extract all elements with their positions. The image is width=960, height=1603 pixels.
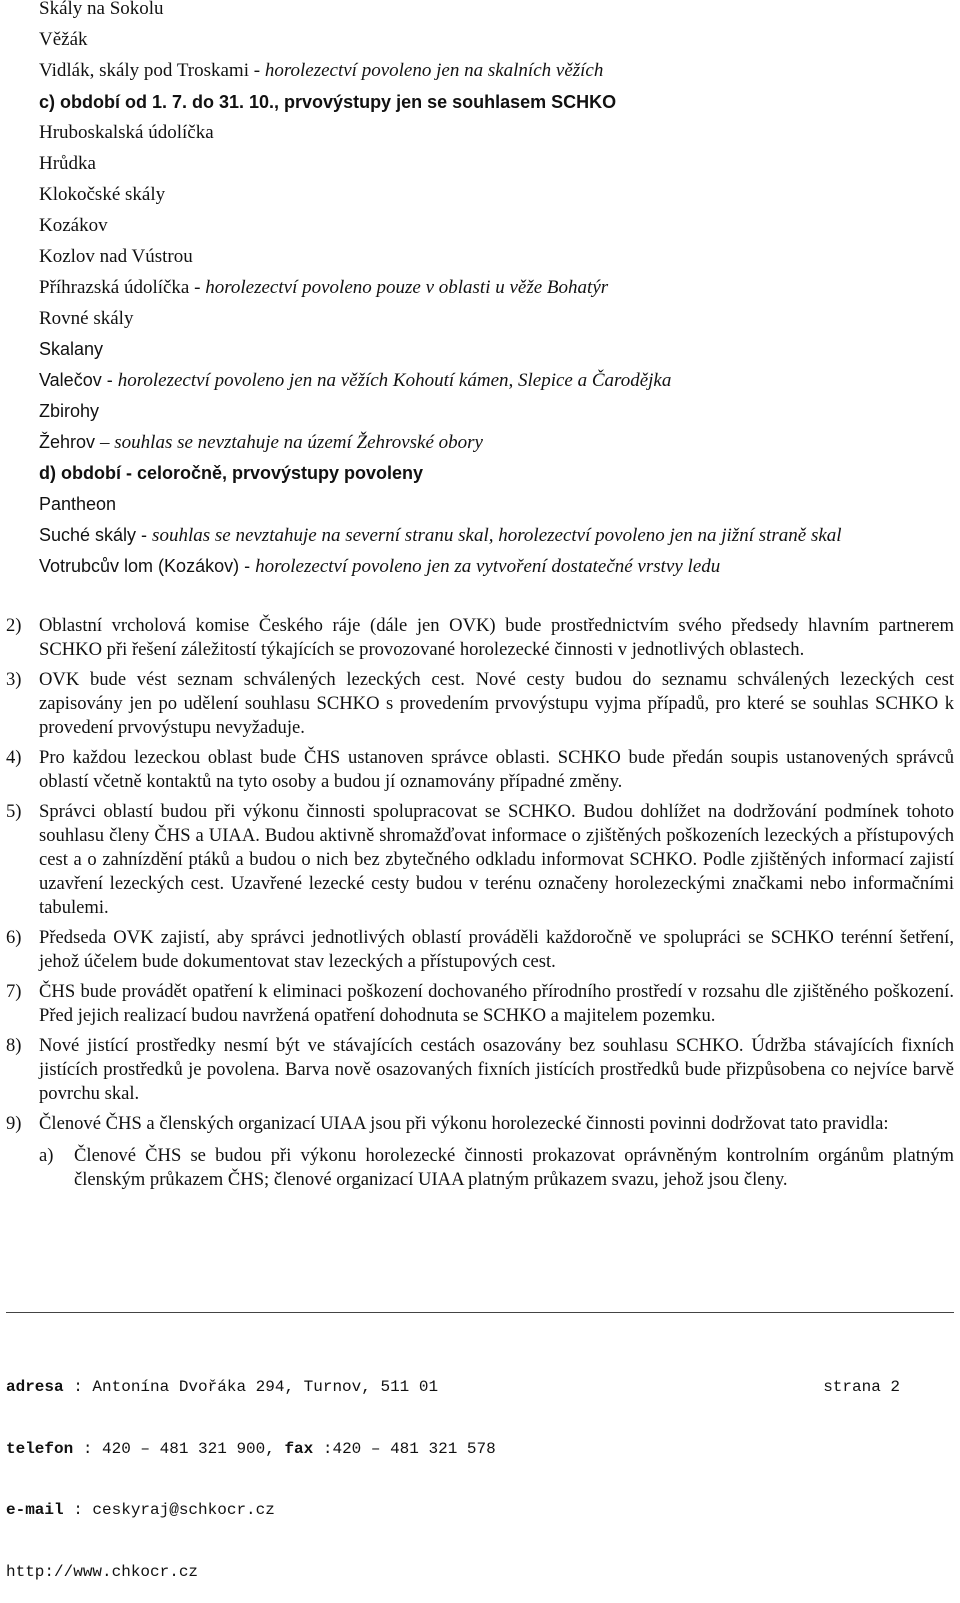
paragraph-text: OVK bude vést seznam schválených lezeckých cest. Nové cesty budou do seznamu schválených lezeckých cest zapisovány jen po udělení souhlasu SCHKO s provedením prvovýstupu vyjma případů, pro které se souhlas SCHKO k provedení prvovýstupu nevyžaduje. xyxy=(39,669,954,738)
list-item-name: Zbirohy xyxy=(39,401,100,421)
list-item-name: Skalany xyxy=(39,339,104,359)
footer-web-line xyxy=(6,1562,954,1583)
paragraph-number: 2) xyxy=(6,615,22,636)
list-item-note: souhlas se nevztahuje na severní stranu skal, horolezectví povoleno jen na jižní straně skal xyxy=(152,525,842,546)
paragraph-text: Správci oblastí budou při výkonu činnosti spolupracovat se SCHKO. Budou dohlížet na dodržování podmínek tohoto souhlasu členy ČHS a UIAA. Budou aktivně shromažďovat informace o zjištěných poškozeních lezeckých a přístupových cest a o zahnízdění ptáků a budou o nich bez zbytečného odkladu informovat SCHKO. Podle zjištěných informací zajistí uzavření lezeckých cest. Uzavřené lezecké cesty budou v terénu označeny horolezeckými značkami nebo informačními tabulemi. xyxy=(39,801,954,918)
list-item xyxy=(39,339,103,360)
numbered-paragraphs xyxy=(0,614,960,1192)
list-item-name: Votrubcův lom (Kozákov) - xyxy=(39,556,256,576)
list-item-name: Hrůdka xyxy=(39,153,96,174)
email-label: e-mail xyxy=(6,1501,64,1519)
footer-email-line xyxy=(6,1500,954,1521)
list-item-name: Skály na Sokolu xyxy=(39,0,164,19)
list-item xyxy=(39,277,608,299)
list-item xyxy=(39,0,164,20)
list-item-note: horolezectví povoleno jen na věžích Kohoutí kámen, Slepice a Čarodějka xyxy=(117,370,672,391)
paragraph-number: 7) xyxy=(6,981,22,1002)
list-item xyxy=(39,153,96,175)
list-item xyxy=(39,494,116,515)
paragraph-9 xyxy=(0,1112,960,1136)
page-number: strana 2 xyxy=(823,1378,900,1396)
subparagraph-a xyxy=(0,1144,960,1192)
list-item-note: – souhlas se nevztahuje na území Žehrovské obory xyxy=(100,432,483,453)
paragraph-text: Předseda OVK zajistí, aby správci jednotlivých oblastí prováděli každoročně ve spolupráci se SCHKO terénní šetření, jehož účelem bude dokumentovat stav lezeckých a přístupových cest. xyxy=(39,927,954,972)
footer-address-line xyxy=(6,1377,954,1398)
paragraph-number: 9) xyxy=(6,1113,22,1134)
list-item xyxy=(39,370,671,392)
phone-value: : 420 – 481 321 900, xyxy=(73,1439,285,1458)
paragraph-number: 5) xyxy=(6,801,22,822)
paragraph-text: Oblastní vrcholová komise Českého ráje (dále jen OVK) bude prostřednictvím svého předsedy hlavním partnerem SCHKO při řešení záležitostí týkajících se provozované horolezecké činnosti v jednotlivých oblastech. xyxy=(39,615,954,660)
paragraph-2 xyxy=(0,614,960,662)
paragraph-5 xyxy=(0,800,960,920)
list-item-name: Pantheon xyxy=(39,494,117,514)
list-item-note: horolezectví povoleno jen za vytvoření dostatečné vrstvy ledu xyxy=(255,556,721,577)
paragraph-8 xyxy=(0,1034,960,1106)
list-item xyxy=(39,215,108,237)
list-item xyxy=(39,29,88,51)
paragraph-number: 4) xyxy=(6,747,22,768)
paragraph-4 xyxy=(0,746,960,794)
list-item-note: horolezectví povoleno pouze v oblasti u věže Bohatýr xyxy=(205,277,609,298)
address-label: adresa xyxy=(6,1378,64,1396)
period-d-text: d) období - celoročně, prvovýstupy povoleny xyxy=(39,463,424,483)
paragraph-number: 3) xyxy=(6,669,22,690)
list-item-name: Příhrazská údolíčka - xyxy=(39,277,206,298)
list-item-name: Klokočské skály xyxy=(39,184,166,205)
list-item-name: Valečov - xyxy=(39,370,118,390)
list-item xyxy=(39,122,214,144)
paragraph-text: ČHS bude provádět opatření k eliminaci poškození dochovaného přírodního prostředí v rozsahu dle zjištěného poškození. Před jejich realizací budou navržená opatření dohodnuta se SCHKO a majitelem pozemku. xyxy=(39,981,954,1026)
list-item xyxy=(39,525,842,547)
list-item xyxy=(39,401,99,422)
address-value: : Antonína Dvořáka 294, Turnov, 511 01 xyxy=(63,1378,439,1396)
paragraph-6 xyxy=(0,926,960,974)
list-item xyxy=(39,308,133,330)
fax-value: :420 – 481 321 578 xyxy=(313,1439,496,1458)
page-footer xyxy=(6,1336,954,1603)
list-item xyxy=(39,184,165,206)
list-item-name: Žehrov xyxy=(39,432,101,452)
paragraph-3 xyxy=(0,668,960,740)
list-item-name: Kozlov nad Vústrou xyxy=(39,246,193,267)
list-item-name: Suché skály - xyxy=(39,525,153,545)
fax-label: fax xyxy=(284,1439,314,1458)
period-c-text: c) období od 1. 7. do 31. 10., prvovýstupy jen se souhlasem SCHKO xyxy=(39,92,617,112)
footer-phone-line xyxy=(6,1439,954,1460)
website-link[interactable]: http://www.chkocr.cz xyxy=(6,1562,199,1581)
paragraph-number: 8) xyxy=(6,1035,22,1056)
email-link[interactable]: : ceskyraj@schkocr.cz xyxy=(63,1501,275,1519)
paragraph-text: Členové ČHS a členských organizací UIAA jsou při výkonu horolezecké činnosti povinni dodržovat tato pravidla: xyxy=(39,1113,889,1134)
period-heading-c xyxy=(39,92,616,113)
list-item-name: Vidlák, skály pod Troskami - xyxy=(39,60,265,81)
phone-label: telefon xyxy=(6,1439,74,1458)
paragraph-text: Pro každou lezeckou oblast bude ČHS ustanoven správce oblasti. SCHKO bude předán soupis ustanovených správců oblastí včetně kontaktů na tyto osoby a budou jí oznamovány případné změny. xyxy=(39,747,954,792)
paragraph-text: Nové jistící prostředky nesmí být ve stávajících cestách osazovány bez souhlasu SCHKO. Údržba stávajících fixních jistících prostředků je povolena. Barva nově osazovaných fixních jistících prostředků bude přizpůsobena co nejvíce barvě povrchu skal. xyxy=(39,1035,954,1104)
period-heading-d xyxy=(39,463,423,484)
list-item xyxy=(39,556,720,578)
paragraph-7 xyxy=(0,980,960,1028)
subparagraph-letter: a) xyxy=(39,1145,54,1166)
list-item-note: horolezectví povoleno jen na skalních věžích xyxy=(264,60,604,81)
list-item xyxy=(39,432,483,454)
list-item-name: Kozákov xyxy=(39,215,108,236)
subparagraph-text: Členové ČHS se budou při výkonu horolezecké činnosti prokazovat oprávněným kontrolním orgánům platným členským průkazem ČHS; členové organizací UIAA platným průkazem svazu, jehož jsou členy. xyxy=(74,1145,954,1190)
list-item xyxy=(39,60,603,82)
list-item-name: Věžák xyxy=(39,29,88,50)
footer-divider xyxy=(6,1312,954,1313)
list-item-name: Hruboskalská údolíčka xyxy=(39,122,214,143)
list-item-name: Rovné skály xyxy=(39,308,134,329)
list-item xyxy=(39,246,193,268)
paragraph-number: 6) xyxy=(6,927,22,948)
